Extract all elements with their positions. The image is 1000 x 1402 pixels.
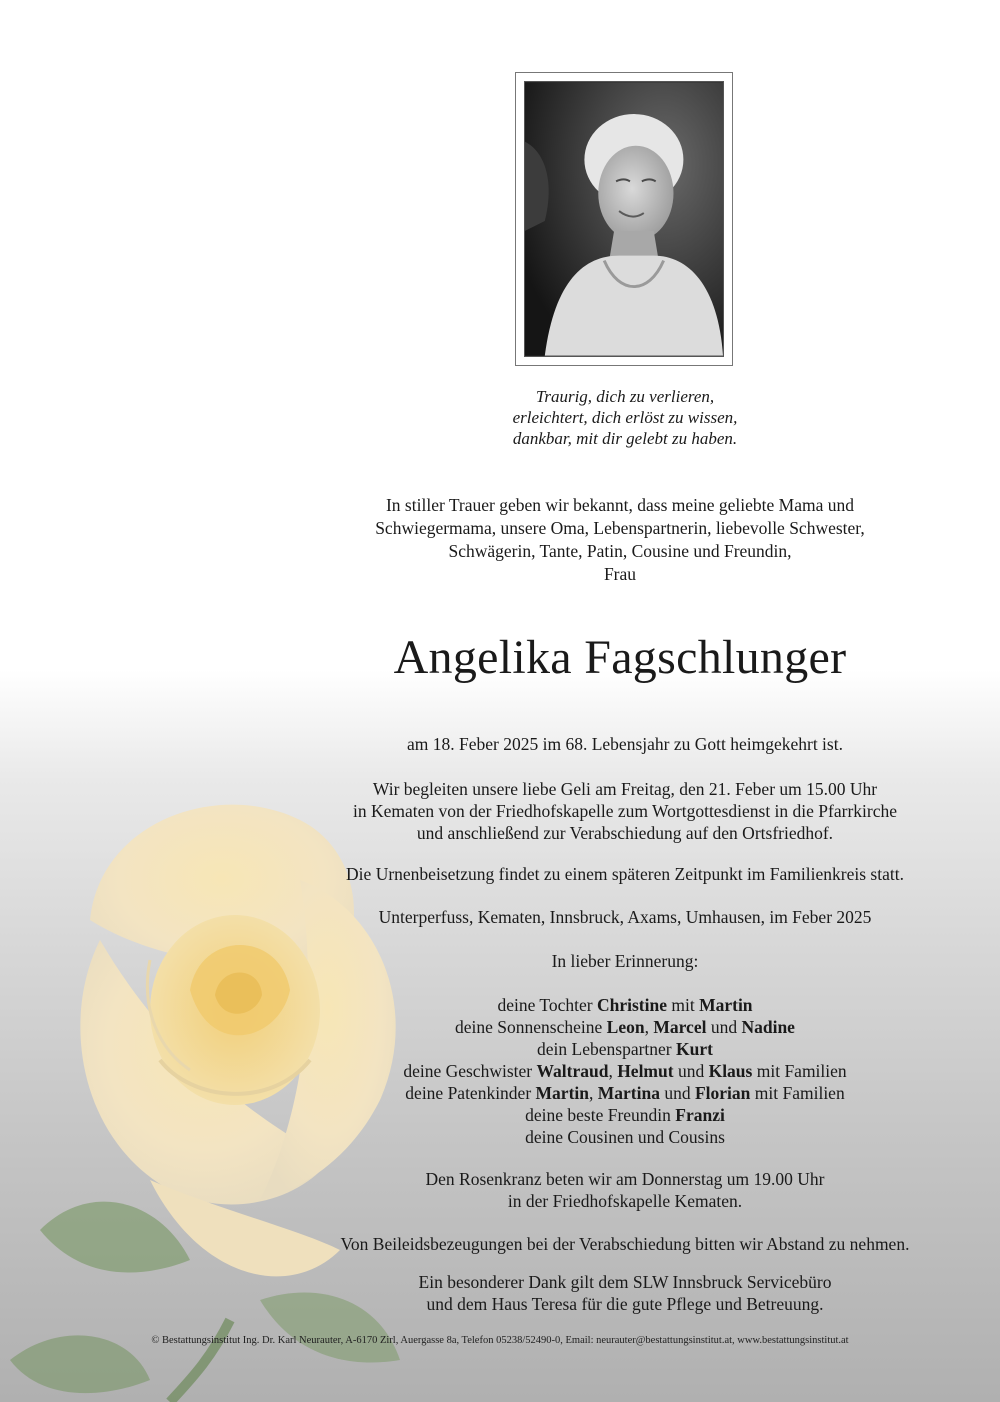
thanks-note [260,1271,990,1315]
funeral-line: Wir begleiten unsere liebe Geli am Freitag, den 21. Feber um 15.00 Uhr [372,779,878,799]
portrait-frame [515,72,733,366]
poem-line: Traurig, dich zu verlieren, [535,387,715,406]
thanks-line: und dem Haus Teresa für die gute Pflege und Betreuung. [426,1294,824,1314]
memory-heading: In lieber Erinnerung: [551,951,699,971]
intro-line: Schwiegermama, unsere Oma, Lebenspartnerin, liebevolle Schwester, [375,518,865,538]
rosary-line: in der Friedhofskapelle Kematen. [507,1191,743,1211]
mourners-list [260,994,990,1148]
thanks-line: Ein besonderer Dank gilt dem SLW Innsbruck Servicebüro [418,1272,832,1292]
urn-burial-note: Die Urnenbeisetzung findet zu einem späteren Zeitpunkt im Familienkreis statt. [346,864,904,884]
poem-line: dankbar, mit dir gelebt zu haben. [512,429,738,448]
mourner-line: deine Geschwister Waltraud, Helmut und Klaus mit Familien [403,1061,847,1081]
mourner-line: deine beste Freundin Franzi [525,1105,725,1125]
poem-line: erleichtert, dich erlöst zu wissen, [512,408,738,427]
rosary-line: Den Rosenkranz beten wir am Donnerstag um 19.00 Uhr [425,1169,825,1189]
intro-line: Schwägerin, Tante, Patin, Cousine und Freundin, [448,541,792,561]
funeral-home-footer: © Bestattungsinstitut Ing. Dr. Karl Neurauter, A-6170 Zirl, Auergasse 8a, Telefon 05238/52490-0, Email: neurauter@bestattungsinstitut.at, www.bestattungsinstitut.at [151,1335,849,1346]
funeral-line: und anschließend zur Verabschiedung auf den Ortsfriedhof. [416,823,834,843]
funeral-line: in Kematen von der Friedhofskapelle zum Wortgottesdienst in die Pfarrkirche [352,801,898,821]
mourner-line: deine Patenkinder Martin, Martina und Florian mit Familien [405,1083,845,1103]
places-date: Unterperfuss, Kematen, Innsbruck, Axams, Umhausen, im Feber 2025 [378,907,872,927]
intro-line: In stiller Trauer geben wir bekannt, dass meine geliebte Mama und [385,495,854,515]
death-notice: am 18. Feber 2025 im 68. Lebensjahr zu Gott heimgekehrt ist. [407,734,843,754]
condolences-note: Von Beileidsbezeugungen bei der Verabschiedung bitten wir Abstand zu nehmen. [340,1234,910,1254]
mourner-line: dein Lebenspartner Kurt [537,1039,713,1059]
rosary-details [260,1168,990,1212]
funeral-details [260,778,990,844]
mourner-line: deine Sonnenscheine Leon, Marcel und Nadine [455,1017,795,1037]
mourner-line: deine Cousinen und Cousins [525,1127,725,1147]
announcement-intro [300,494,940,586]
poem [370,386,880,449]
deceased-name: Angelika Fagschlunger [393,631,847,684]
intro-line: Frau [603,564,637,584]
portrait-photo-icon [524,81,724,357]
mourner-line: deine Tochter Christine mit Martin [497,995,753,1015]
